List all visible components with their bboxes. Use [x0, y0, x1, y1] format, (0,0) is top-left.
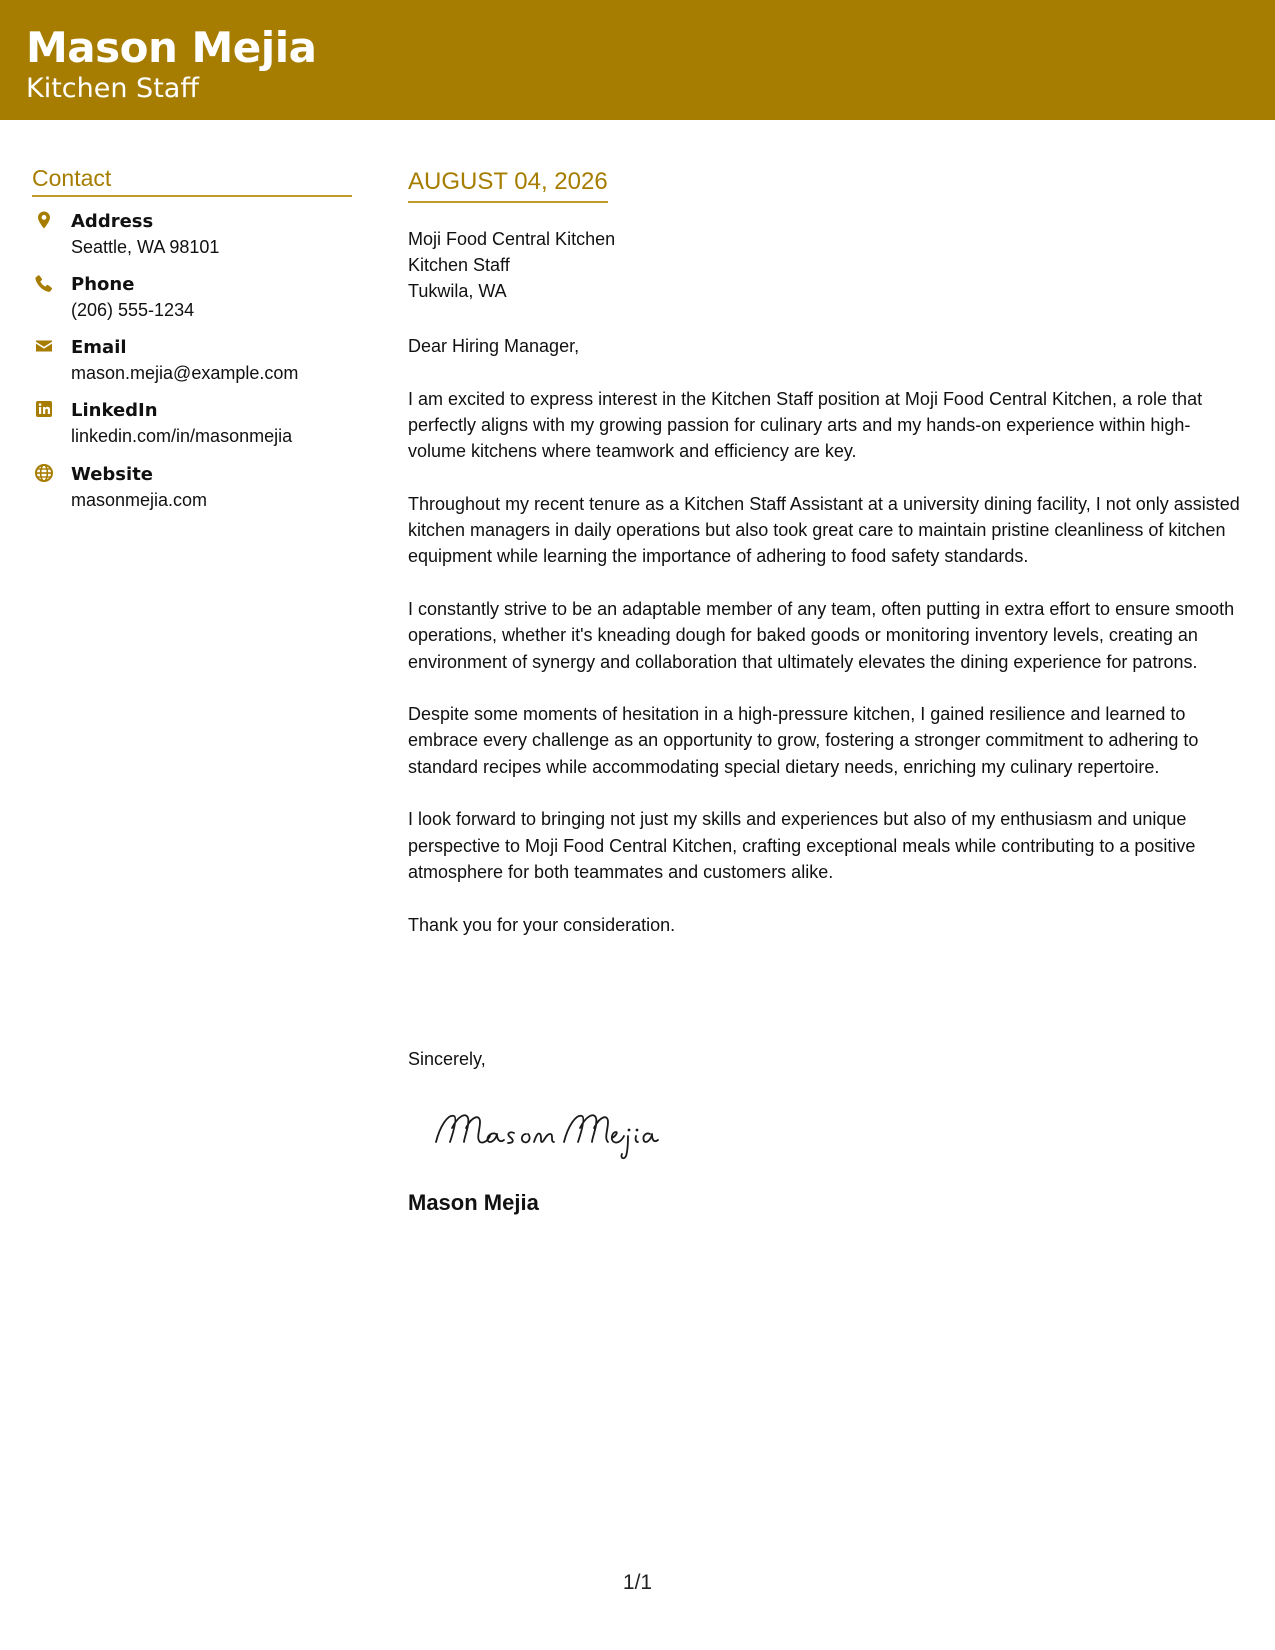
- letter-body: [408, 333, 1248, 964]
- contact-label: LinkedIn: [71, 400, 158, 421]
- contact-value: masonmejia.com: [71, 490, 208, 510]
- handwritten-signature: [430, 1100, 660, 1160]
- body-paragraph: I look forward to bringing not just my skills and experiences but also of my enthusiasm and unique perspective to Moji Food Central Kitchen, crafting exceptional meals while contributing to a positive atmosphere for both teammates and customers alike.: [408, 809, 1196, 882]
- contact-label: Website: [71, 464, 154, 485]
- header-banner: [0, 0, 1275, 120]
- contact-value: linkedin.com/in/masonmejia: [71, 426, 293, 446]
- recipient-position: Kitchen Staff: [408, 255, 510, 275]
- contact-value: mason.mejia@example.com: [71, 363, 299, 383]
- contact-value: Seattle, WA 98101: [71, 237, 220, 257]
- thank-you-line: Thank you for your consideration.: [408, 914, 676, 935]
- recipient-block: [408, 226, 615, 304]
- phone-icon: [34, 273, 54, 293]
- body-paragraph: Despite some moments of hesitation in a high-pressure kitchen, I gained resilience and learned to embrace every challenge as an opportunity to grow, fostering a stronger commitment to adhering to standard recipes while accommodating special dietary needs, enriching my culinary repertoire.: [408, 704, 1199, 777]
- letter-date: AUGUST 04, 2026: [408, 167, 608, 203]
- body-paragraph: Throughout my recent tenure as a Kitchen Staff Assistant at a university dining facility, I not only assisted kitchen managers in daily operations but also took great care to maintain pristine cleanliness of kitchen equipment while learning the importance of adhering to food safety standards.: [408, 493, 1240, 567]
- body-paragraph: I am excited to express interest in the Kitchen Staff position at Moji Food Central Kitchen, a role that perfectly aligns with my growing passion for culinary arts and my hands-on experience within high-volume kitchens where teamwork and efficiency are key.: [408, 388, 1203, 462]
- contact-label: Address: [71, 211, 154, 232]
- recipient-location: Tukwila, WA: [408, 281, 507, 301]
- applicant-name: Mason Mejia: [26, 23, 317, 72]
- recipient-company: Moji Food Central Kitchen: [408, 229, 616, 249]
- map-pin-icon: [34, 210, 54, 230]
- contact-label: Email: [71, 337, 127, 358]
- linkedin-icon: [34, 399, 54, 419]
- applicant-role: Kitchen Staff: [26, 73, 199, 104]
- contact-section-title: Contact: [32, 163, 352, 197]
- salutation: Dear Hiring Manager,: [408, 336, 580, 356]
- page-number: 1/1: [622, 1571, 653, 1594]
- signature-name: Mason Mejia: [408, 1190, 539, 1215]
- contact-label: Phone: [71, 274, 135, 295]
- globe-icon: [34, 463, 54, 483]
- envelope-icon: [34, 336, 54, 356]
- contact-value: (206) 555-1234: [71, 300, 195, 320]
- body-paragraph: I constantly strive to be an adaptable member of any team, often putting in extra effort to ensure smooth operations, whether it's kneading dough for baked goods or monitoring inventory levels, creating an environment of synergy and collaboration that ultimately elevates the dining experience for patrons.: [408, 598, 1235, 672]
- closing-line: Sincerely,: [408, 1049, 486, 1069]
